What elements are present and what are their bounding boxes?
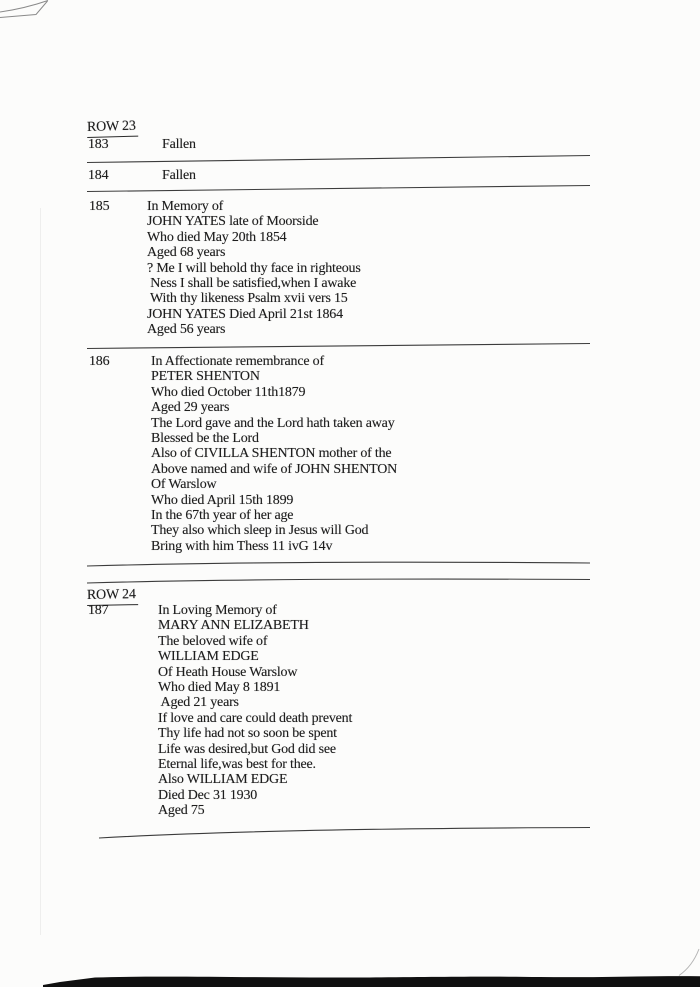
inscription-line: In Loving Memory of (158, 603, 277, 618)
inscription-line: In Affectionate remembrance of (151, 354, 324, 369)
inscription-line: Eternal life,was best for thee. (158, 756, 316, 772)
inscription-line: The beloved wife of (158, 633, 268, 649)
inscription-line: Thy life had not so soon be spent (158, 726, 337, 742)
inscription-line: Aged 29 years (151, 400, 230, 416)
inscription-line: JOHN YATES late of Moorside (147, 214, 319, 230)
inscription-line: PETER SHENTON (151, 369, 260, 385)
inscription-line: Who died May 20th 1854 (147, 229, 287, 245)
inscription-line: WILLIAM EDGE (158, 649, 259, 665)
entry-number: 185 (89, 199, 110, 214)
inscription-line: Also WILLIAM EDGE (158, 772, 288, 788)
inscription-line: With thy likeness Psalm xvii vers 15 (147, 291, 348, 307)
entry-number: 186 (89, 354, 110, 369)
corner-fold-artifact-icon (0, 1, 48, 13)
inscription-line: ? Me I will behold thy face in righteous (147, 260, 361, 276)
inscription-line: Blessed be the Lord (151, 430, 259, 446)
inscription-line: Of Heath House Warslow (158, 664, 298, 680)
inscription-line: Who died April 15th 1899 (151, 492, 294, 508)
inscription-line: MARY ANN ELIZABETH (158, 618, 309, 634)
entry-number: 184 (88, 168, 109, 183)
inscription-line: Fallen (162, 137, 196, 152)
inscription-line: The Lord gave and the Lord hath taken away (151, 415, 395, 431)
inscription-line: Fallen (162, 168, 196, 183)
corner-fold-artifact-icon (0, 1, 48, 18)
inscription-line: They also which sleep in Jesus will God (151, 523, 369, 539)
inscription-line: Also of CIVILLA SHENTON mother of the (151, 446, 392, 462)
separator-line (99, 828, 590, 839)
inscription-line: Bring with him Thess 11 ivG 14v (151, 538, 333, 554)
row-heading-24: ROW 24 (87, 587, 138, 605)
separator-line (87, 156, 590, 163)
inscription-line: Who died October 11th1879 (151, 384, 306, 400)
entry-number: 183 (88, 137, 109, 152)
inscription-line: Died Dec 31 1930 (158, 787, 258, 803)
inscription-line: Of Warslow (151, 477, 217, 493)
inscription-line: JOHN YATES Died April 21st 1864 (147, 306, 343, 322)
fold-shadow-line (40, 208, 41, 935)
inscription-line: If love and care could death prevent (158, 710, 353, 726)
separator-line (87, 186, 590, 192)
entry-number: 187 (88, 603, 109, 618)
inscription-line: In Memory of (147, 199, 224, 214)
separator-line (87, 562, 590, 566)
inscription-line: In the 67th year of her age (151, 507, 294, 523)
row-heading-23: ROW 23 (87, 119, 138, 138)
inscription-line: Aged 21 years (158, 695, 239, 711)
inscription-line: Aged 56 years (147, 322, 226, 338)
scan-edge-bar (43, 976, 700, 987)
inscription-line: Aged 68 years (147, 245, 226, 261)
inscription-line: Life was desired,but God did see (158, 741, 336, 757)
inscription-line: Who died May 8 1891 (158, 679, 281, 695)
separator-line (87, 579, 590, 583)
inscription-line: Ness I shall be satisfied,when I awake (147, 275, 357, 291)
corner-fold-artifact-icon (679, 949, 699, 976)
inscription-line: Above named and wife of JOHN SHENTON (151, 461, 398, 477)
inscription-line: Aged 75 (158, 803, 205, 819)
separator-line (87, 344, 590, 349)
